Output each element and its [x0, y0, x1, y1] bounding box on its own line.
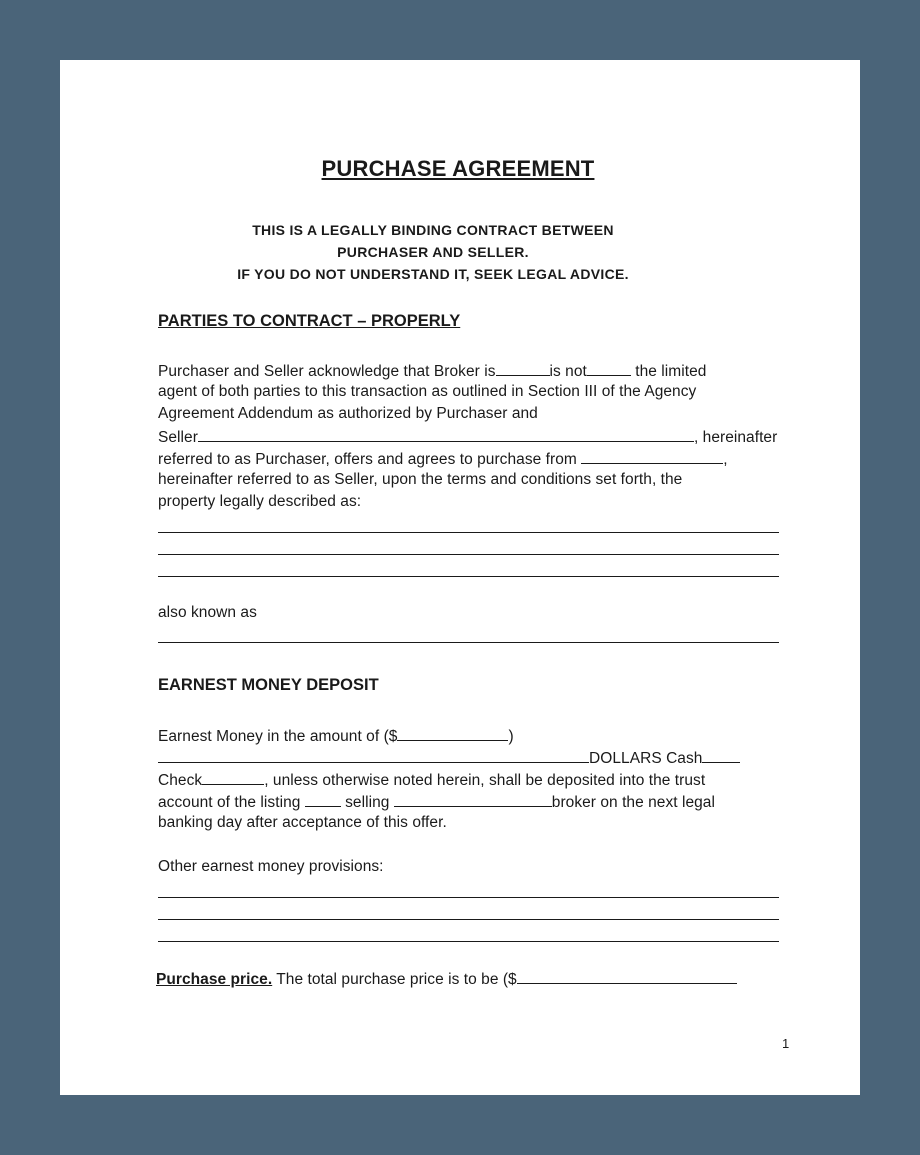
other-provisions-line[interactable]	[158, 941, 779, 942]
also-known-as-line[interactable]	[158, 642, 779, 643]
legal-description-line[interactable]	[158, 554, 779, 555]
document-page	[60, 60, 860, 1095]
parties-line-6: hereinafter referred to as Seller, upon the terms and conditions set forth, the	[158, 471, 683, 488]
legal-description-line[interactable]	[158, 532, 779, 533]
earnest-text: account of the listing	[158, 794, 305, 811]
purchase-price-text: The total purchase price is to be ($	[272, 971, 517, 988]
warning-line-1: THIS IS A LEGALLY BINDING CONTRACT BETWEEN	[252, 222, 614, 238]
earnest-text: Earnest Money in the amount of ($	[158, 728, 398, 745]
earnest-words-blank[interactable]	[158, 748, 589, 763]
listing-blank[interactable]	[305, 792, 341, 807]
cash-blank[interactable]	[702, 748, 740, 763]
earnest-line-2	[158, 748, 740, 768]
parties-line-2: agent of both parties to this transaction as outlined in Section III of the Agency	[158, 383, 697, 400]
check-blank[interactable]	[202, 770, 264, 785]
parties-line-5	[158, 449, 728, 469]
earnest-text: broker on the next legal	[551, 794, 715, 811]
earnest-text: Check	[158, 772, 203, 789]
purchase-price-label: Purchase price.	[156, 971, 273, 988]
warning-line-3: IF YOU DO NOT UNDERSTAND IT, SEEK LEGAL ADVICE.	[237, 266, 629, 282]
also-known-as-label: also known as	[158, 604, 257, 621]
parties-text: , hereinafter	[693, 429, 778, 446]
other-provisions-line[interactable]	[158, 897, 779, 898]
page-number: 1	[782, 1036, 790, 1051]
parties-text: ,	[723, 451, 728, 468]
parties-text: Purchaser and Seller acknowledge that Broker is	[158, 363, 496, 380]
parties-text: Seller	[158, 429, 198, 446]
earnest-text: selling	[340, 794, 394, 811]
section-heading-earnest: EARNEST MONEY DEPOSIT	[158, 676, 379, 694]
purchase-price-blank[interactable]	[517, 969, 737, 984]
document-title: PURCHASE AGREEMENT	[321, 156, 595, 181]
section-heading-parties: PARTIES TO CONTRACT – PROPERLY	[158, 312, 461, 330]
parties-text: is not	[549, 363, 587, 380]
earnest-line-5: banking day after acceptance of this offer.	[158, 814, 447, 831]
selling-broker-blank[interactable]	[394, 792, 552, 807]
parties-line-3: Agreement Addendum as authorized by Purchaser and	[158, 405, 538, 422]
legal-description-line[interactable]	[158, 576, 779, 577]
broker-is-blank[interactable]	[496, 361, 550, 376]
broker-is-not-blank[interactable]	[587, 361, 631, 376]
earnest-text: , unless otherwise noted herein, shall be deposited into the trust	[264, 772, 706, 789]
earnest-line-1	[158, 726, 514, 746]
parties-line-4	[158, 427, 777, 447]
earnest-line-4	[158, 792, 715, 812]
earnest-line-3	[158, 770, 705, 790]
earnest-text: DOLLARS Cash	[589, 750, 703, 767]
purchase-price-line	[156, 969, 737, 989]
other-provisions-line[interactable]	[158, 919, 779, 920]
purchaser-name-blank[interactable]	[198, 427, 694, 442]
parties-line-1	[158, 361, 706, 381]
earnest-amount-blank[interactable]	[397, 726, 508, 741]
parties-text: referred to as Purchaser, offers and agrees to purchase from	[158, 451, 582, 468]
parties-line-7: property legally described as:	[158, 493, 362, 510]
warning-line-2: PURCHASER AND SELLER.	[337, 244, 529, 260]
earnest-text: )	[508, 728, 514, 745]
seller-name-blank[interactable]	[581, 449, 723, 464]
parties-text: the limited	[630, 363, 707, 380]
other-provisions-label: Other earnest money provisions:	[158, 858, 384, 875]
